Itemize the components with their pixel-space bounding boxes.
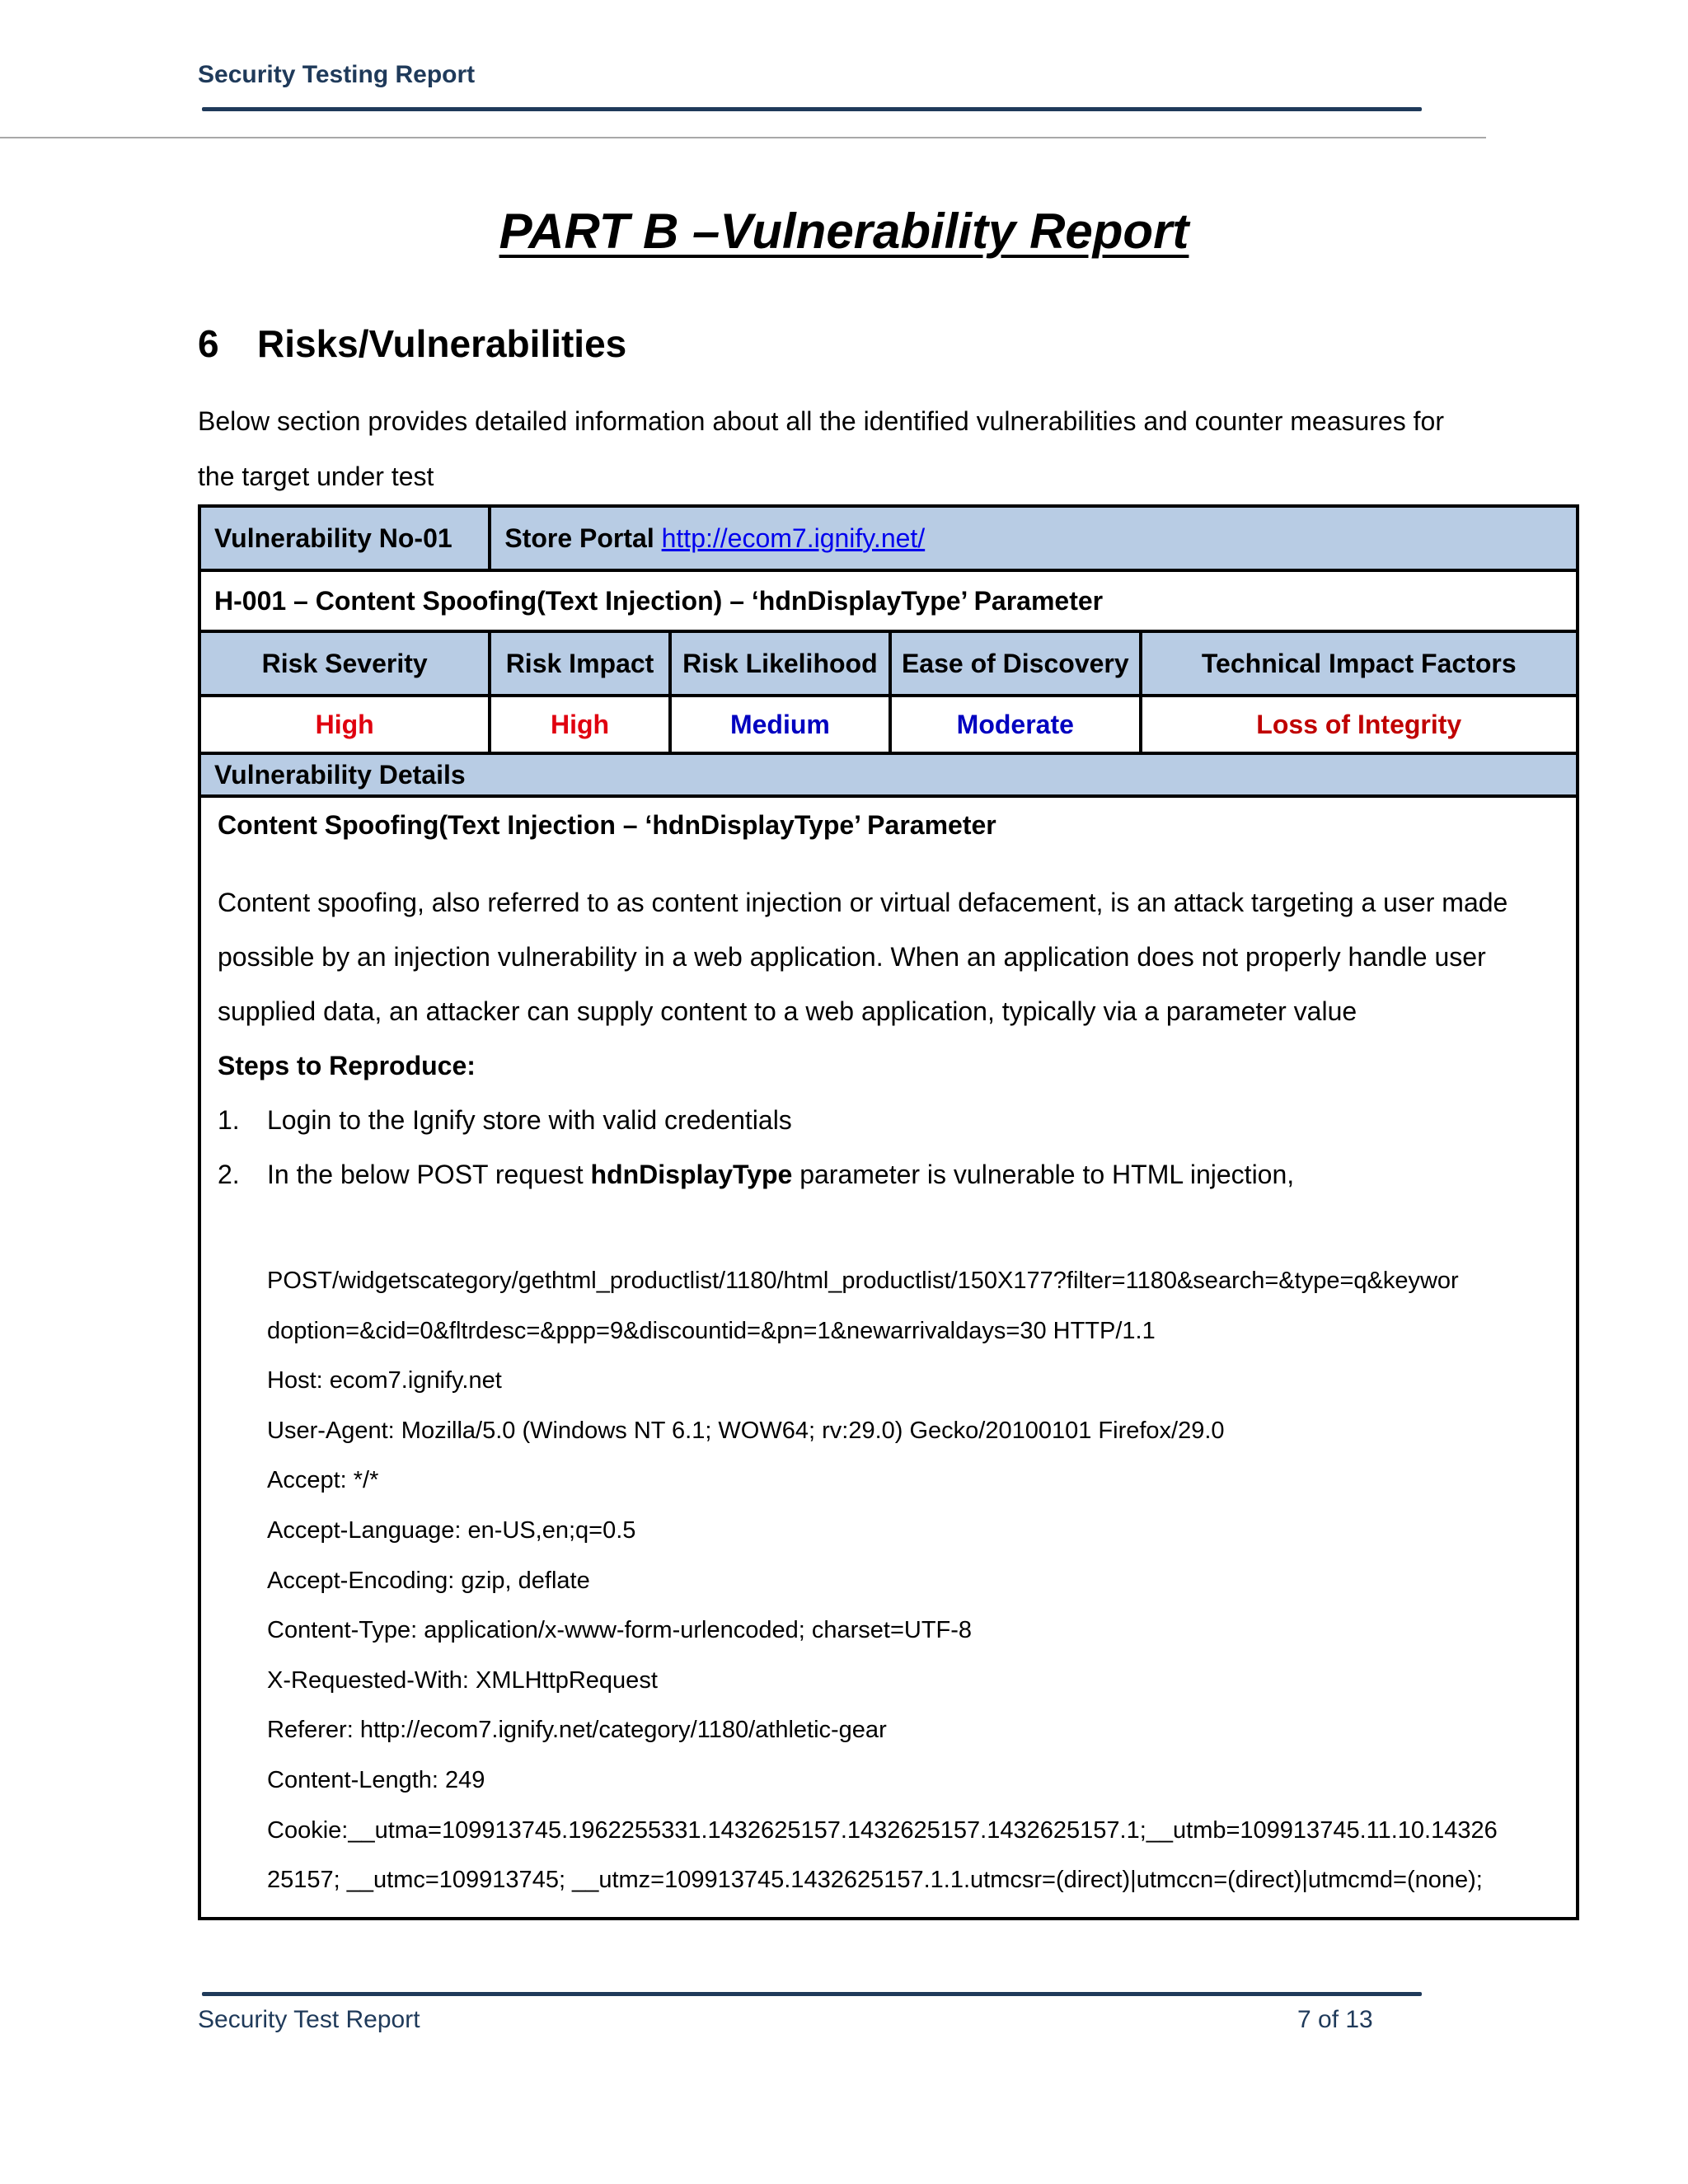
section-number: 6 bbox=[198, 322, 219, 365]
request-line: Content-Length: 249 bbox=[267, 1766, 485, 1793]
vuln-title: H-001 – Content Spoofing(Text Injection) – ‘hdnDisplayType’ Parameter bbox=[199, 570, 1578, 631]
vulnerability-table bbox=[198, 504, 1579, 1920]
details-body-row bbox=[199, 796, 1578, 1919]
step-item bbox=[218, 1093, 1559, 1147]
risk-impact-value: High bbox=[490, 696, 669, 753]
request-line: Accept-Language: en-US,en;q=0.5 bbox=[267, 1516, 636, 1544]
ease-of-discovery-header: Ease of Discovery bbox=[890, 631, 1140, 696]
vuln-title-row bbox=[199, 570, 1578, 631]
risk-header-row bbox=[199, 631, 1578, 696]
step-text-part: In the below POST request bbox=[267, 1160, 591, 1189]
step-text-part: parameter is vulnerable to HTML injection, bbox=[792, 1160, 1295, 1189]
ease-of-discovery-value: Moderate bbox=[890, 696, 1140, 753]
request-line: doption=&cid=0&fltrdesc=&ppp=9&discountid=&pn=1&newarrivaldays=30 HTTP/1.1 bbox=[267, 1317, 1156, 1344]
store-portal-link[interactable]: http://ecom7.ignify.net/ bbox=[661, 523, 926, 553]
footer-title: Security Test Report bbox=[198, 2006, 420, 2033]
details-title: Content Spoofing(Text Injection – ‘hdnDisplayType’ Parameter bbox=[218, 810, 996, 840]
intro-paragraph: Below section provides detailed information about all the identified vulnerabilities and counter measures for the target under test bbox=[198, 406, 1444, 491]
step-text: Login to the Ignify store with valid credentials bbox=[267, 1105, 792, 1135]
details-body bbox=[199, 796, 1578, 1919]
steps-heading: Steps to Reproduce: bbox=[218, 1051, 476, 1080]
request-line: Accept-Encoding: gzip, deflate bbox=[267, 1567, 590, 1594]
header-divider bbox=[0, 137, 1486, 138]
request-line: Cookie:__utma=109913745.1962255331.1432625157.1432625157.1432625157.1;__utmb=109913745.11.10.14326 bbox=[267, 1816, 1498, 1844]
http-request-block bbox=[267, 1256, 1559, 1905]
store-portal-cell bbox=[490, 506, 1578, 570]
step-number: 2. bbox=[218, 1160, 240, 1189]
risk-impact-header: Risk Impact bbox=[490, 631, 669, 696]
step-text bbox=[267, 1147, 1294, 1202]
description-paragraph: Content spoofing, also referred to as content injection or virtual defacement, is an attack targeting a user made possible by an injection vulnerability in a web application. When an application does not properly handle user supplied data, an attacker can supply content to a web application, typically via a parameter value bbox=[218, 888, 1508, 1026]
vuln-number: Vulnerability No-01 bbox=[214, 523, 452, 553]
risk-likelihood-header: Risk Likelihood bbox=[670, 631, 890, 696]
part-title: PART B –Vulnerability Report bbox=[499, 204, 1189, 259]
risk-value-row bbox=[199, 696, 1578, 753]
step-item bbox=[218, 1147, 1559, 1202]
risk-severity-header: Risk Severity bbox=[199, 631, 490, 696]
request-line: 25157; __utmc=109913745; __utmz=109913745.1432625157.1.1.utmcsr=(direct)|utmccn=(direct)|utmcmd=(none); bbox=[267, 1867, 1483, 1894]
vuln-id-row bbox=[199, 506, 1578, 570]
technical-impact-value: Loss of Integrity bbox=[1141, 696, 1578, 753]
request-line: Host: ecom7.ignify.net bbox=[267, 1367, 502, 1394]
request-line: Content-Type: application/x-www-form-urlencoded; charset=UTF-8 bbox=[267, 1617, 973, 1644]
page-number: 7 of 13 bbox=[1297, 2006, 1373, 2033]
store-portal-label: Store Portal bbox=[504, 523, 654, 553]
request-line: User-Agent: Mozilla/5.0 (Windows NT 6.1; WOW64; rv:29.0) Gecko/20100101 Firefox/29.0 bbox=[267, 1417, 1225, 1444]
technical-impact-header: Technical Impact Factors bbox=[1141, 631, 1578, 696]
risk-likelihood-value: Medium bbox=[670, 696, 890, 753]
header-rule bbox=[202, 107, 1422, 111]
request-line: POST/widgetscategory/gethtml_productlist/1180/html_productlist/150X177?filter=1180&search=&type=q&keywor bbox=[267, 1268, 1459, 1294]
header-title: Security Testing Report bbox=[198, 61, 476, 88]
step-number: 1. bbox=[218, 1105, 240, 1135]
footer-rule bbox=[202, 1992, 1422, 1996]
risk-severity-value: High bbox=[199, 696, 490, 753]
details-header: Vulnerability Details bbox=[199, 753, 1578, 796]
request-line: Accept: */* bbox=[267, 1467, 379, 1494]
vuln-number-cell bbox=[199, 506, 490, 570]
request-line: Referer: http://ecom7.ignify.net/category/1180/athletic-gear bbox=[267, 1717, 887, 1744]
section-heading bbox=[198, 321, 626, 366]
parameter-name: hdnDisplayType bbox=[590, 1160, 793, 1189]
details-header-row bbox=[199, 753, 1578, 796]
request-line: X-Requested-With: XMLHttpRequest bbox=[267, 1666, 658, 1694]
section-title: Risks/Vulnerabilities bbox=[257, 322, 627, 365]
